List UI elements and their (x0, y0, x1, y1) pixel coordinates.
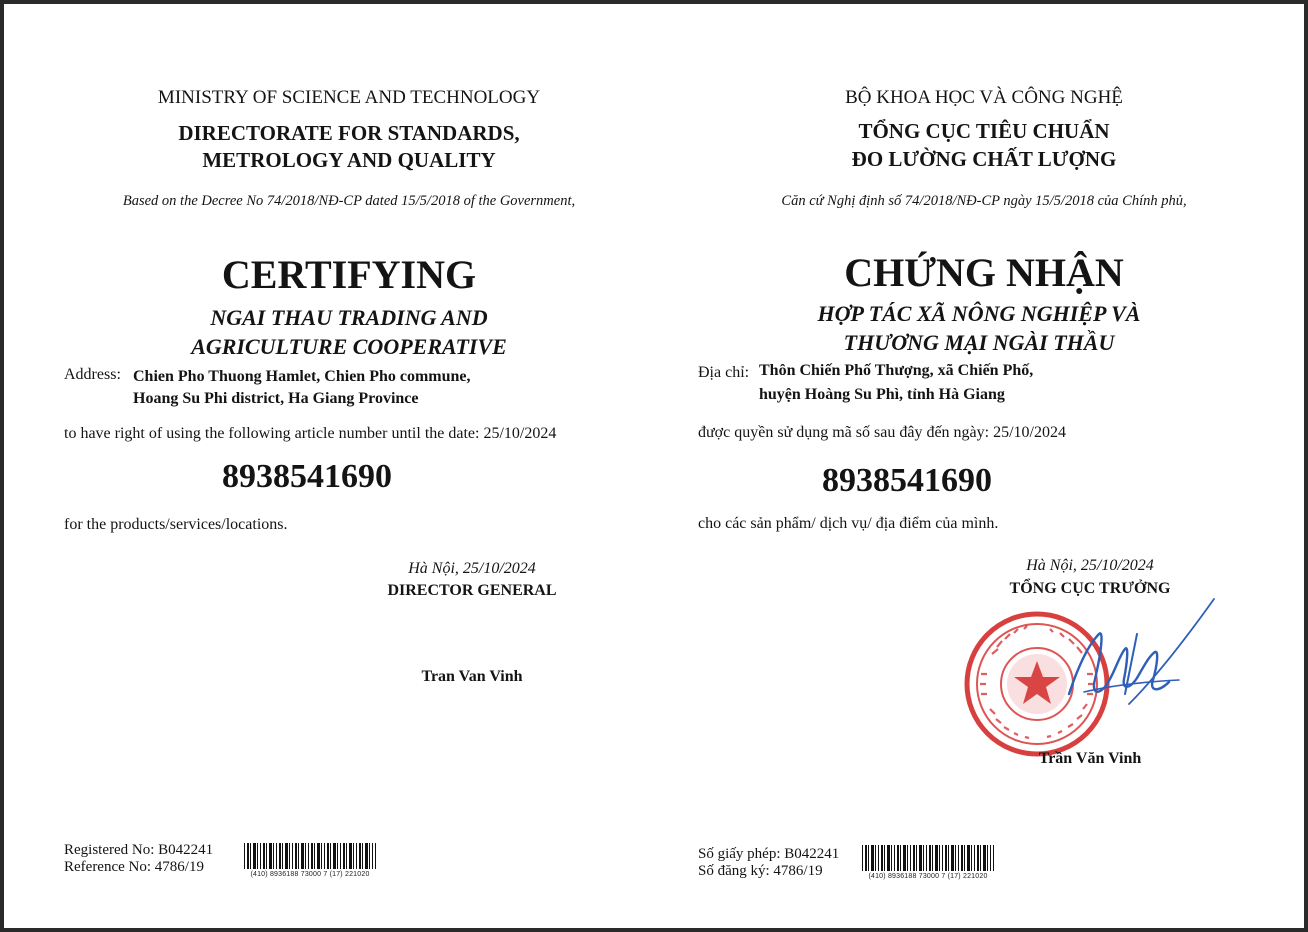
address-line2: Hoang Su Phi district, Ha Giang Province (133, 390, 419, 407)
organization-line2: THƯƠNG MẠI NGÀI THẦU (843, 330, 1115, 355)
address-label: Địa chỉ: (698, 364, 750, 381)
place-date: Hà Nội, 25/10/2024 (408, 560, 536, 577)
certificate-heading: CHỨNG NHẬN (844, 250, 1124, 295)
directorate-line1: TỔNG CỤC TIÊU CHUẨN (858, 119, 1110, 143)
right-of-use-text: được quyền sử dụng mã số sau đây đến ngày: 25/10/2024 (698, 424, 1066, 441)
directorate-line2: ĐO LƯỜNG CHẤT LƯỢNG (851, 147, 1117, 171)
signer-name: Trần Văn Vinh (1038, 750, 1142, 767)
handwritten-signature-icon (1029, 594, 1229, 724)
organization-line1: HỢP TÁC XÃ NÔNG NGHIỆP VÀ (817, 301, 1141, 326)
signer-title: TỔNG CỤC TRƯỞNG (1009, 580, 1171, 597)
directorate-line1: DIRECTORATE FOR STANDARDS, (178, 121, 520, 145)
decree-text: Based on the Decree No 74/2018/NĐ-CP dated 15/5/2018 of the Government, (122, 193, 576, 209)
decree-text: Căn cứ Nghị định số 74/2018/NĐ-CP ngày 15/5/2018 của Chính phủ, (781, 193, 1187, 209)
article-number: 8938541690 (822, 462, 992, 499)
ministry-name: MINISTRY OF SCIENCE AND TECHNOLOGY (157, 87, 541, 108)
signer-title: DIRECTOR GENERAL (387, 582, 557, 599)
address-line1: Thôn Chiến Phố Thượng, xã Chiến Phố, (759, 362, 1034, 379)
barcode-number: (410) 8936188 73000 7 (17) 221020 (868, 873, 988, 880)
barcode-icon (862, 845, 994, 880)
organization-line2: AGRICULTURE COOPERATIVE (191, 334, 507, 359)
barcode-bars (244, 843, 376, 869)
barcode-icon (244, 843, 376, 878)
registered-number: Số giấy phép: B042241 (698, 846, 840, 862)
address-line2: huyện Hoàng Su Phì, tỉnh Hà Giang (759, 386, 1005, 403)
products-text: cho các sản phẩm/ dịch vụ/ địa điểm của mình. (698, 515, 999, 532)
reference-number: Số đăng ký: 4786/19 (698, 863, 823, 879)
address-label: Address: (64, 366, 121, 383)
place-date: Hà Nội, 25/10/2024 (1026, 557, 1154, 574)
certificate-heading: CERTIFYING (221, 252, 477, 297)
address-line1: Chien Pho Thuong Hamlet, Chien Pho commune, (133, 368, 471, 385)
signer-name: Tran Van Vinh (421, 668, 523, 685)
article-number: 8938541690 (222, 458, 392, 495)
products-text: for the products/services/locations. (64, 516, 288, 533)
registered-number: Registered No: B042241 (64, 842, 214, 858)
reference-number: Reference No: 4786/19 (64, 859, 204, 875)
directorate-line2: METROLOGY AND QUALITY (202, 148, 496, 172)
barcode-number: (410) 8936188 73000 7 (17) 221020 (250, 871, 370, 878)
organization-line1: NGAI THAU TRADING AND (210, 305, 488, 330)
barcode-bars (862, 845, 994, 871)
right-of-use-text: to have right of using the following article number until the date: 25/10/2024 (64, 425, 557, 442)
ministry-name: BỘ KHOA HỌC VÀ CÔNG NGHỆ (845, 87, 1123, 108)
